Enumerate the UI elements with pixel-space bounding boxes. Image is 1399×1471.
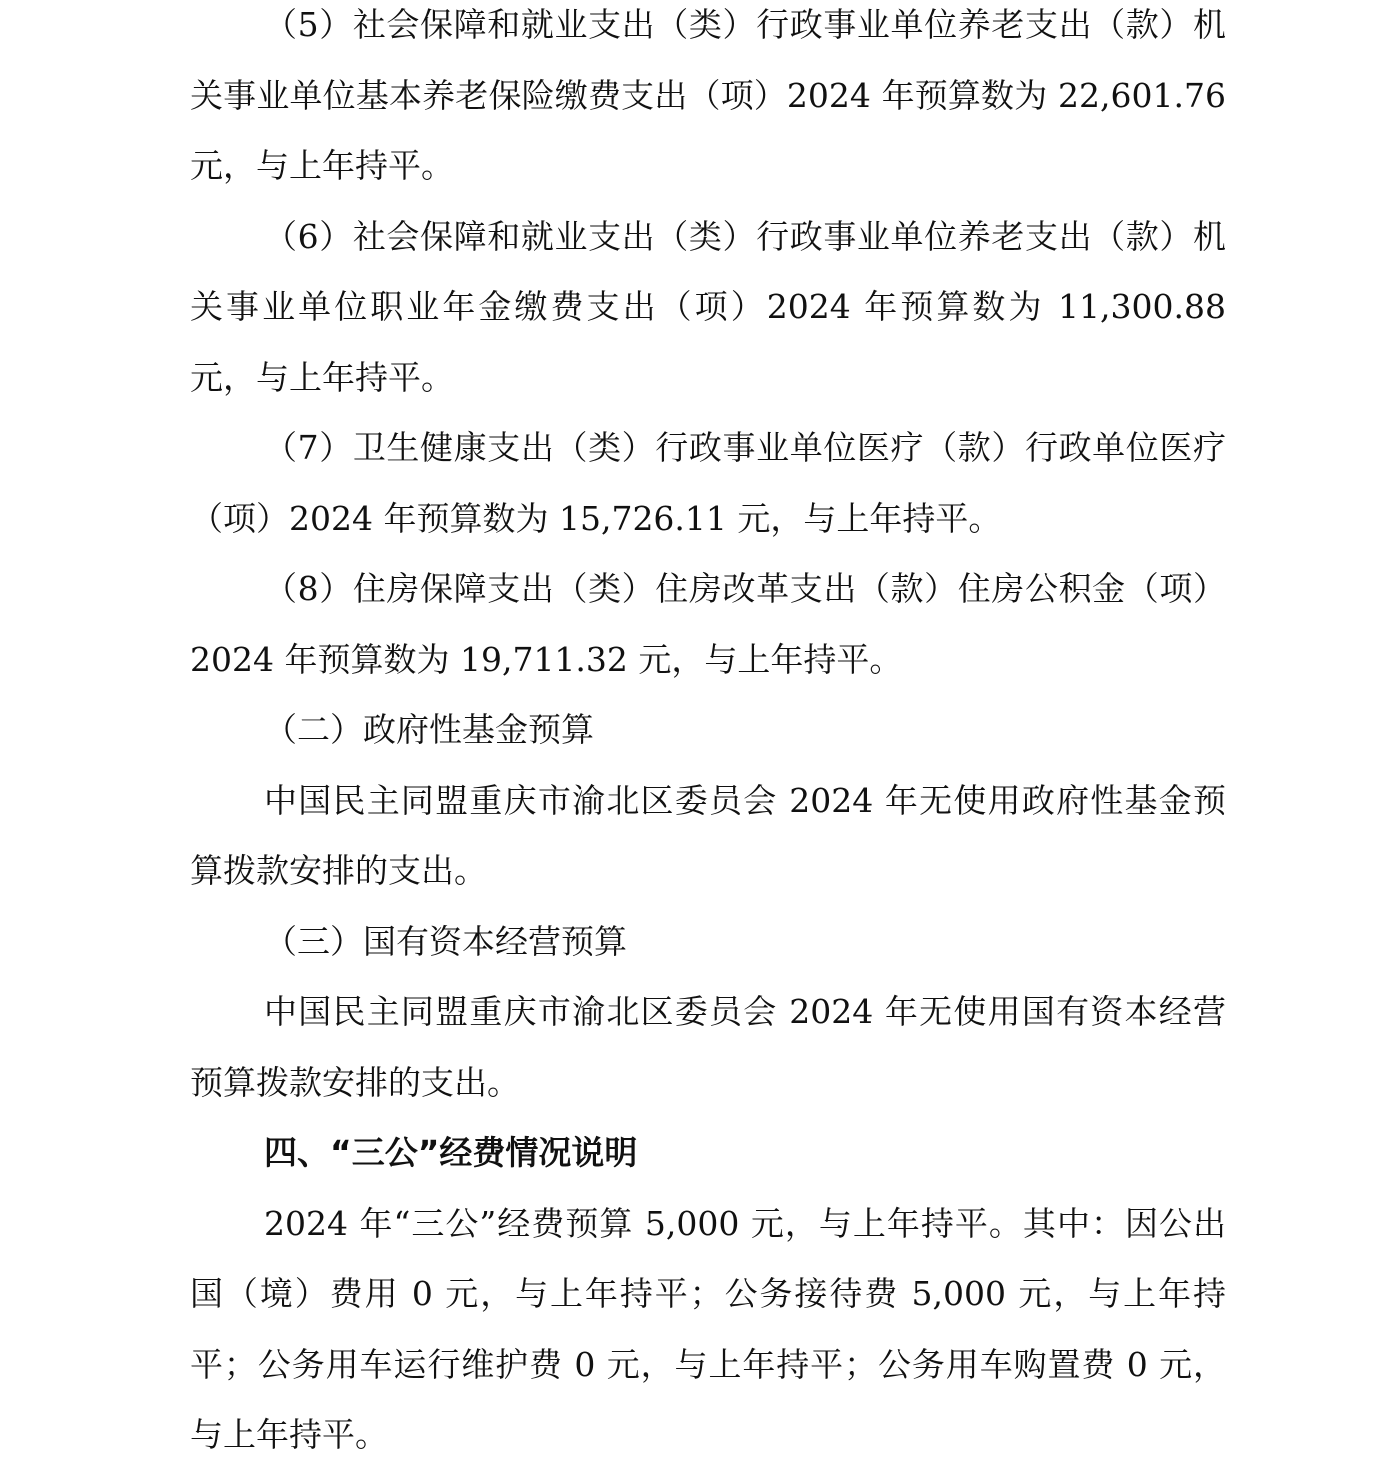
paragraph-health-medical: （7）卫生健康支出（类）行政事业单位医疗（款）行政单位医疗（项）2024 年预算数为 15,726.11 元，与上年持平。: [190, 428, 1226, 538]
subheading-government-fund-budget: （二）政府性基金预算: [264, 710, 594, 749]
paragraph-three-public-expenses: 2024 年“三公”经费预算 5,000 元，与上年持平。其中：因公出国（境）费用 0 元，与上年持平；公务接待费 5,000 元，与上年持平；公务用车运行维护费 0 元，与上年持平；公务用车购置费 0 元，与上年持平。: [190, 1203, 1226, 1454]
subheading-state-capital-budget: （三）国有资本经营预算: [264, 921, 627, 961]
section-heading-three-public-expenses: 四、“三公”经费情况说明: [264, 1133, 638, 1172]
document-page: [190, 0, 1226, 1471]
paragraph-occupational-annuity: （6）社会保障和就业支出（类）行政事业单位养老支出（款）机关事业单位职业年金缴费支出（项）2024 年预算数为 11,300.88 元，与上年持平。: [190, 216, 1226, 397]
paragraph-housing-fund: （8）住房保障支出（类）住房改革支出（款）住房公积金（项）2024 年预算数为 19,711.32 元，与上年持平。: [190, 569, 1226, 679]
paragraph-state-capital-budget: 中国民主同盟重庆市渝北区委员会 2024 年无使用国有资本经营预算拨款安排的支出。: [190, 992, 1226, 1102]
paragraph-government-fund-budget: 中国民主同盟重庆市渝北区委员会 2024 年无使用政府性基金预算拨款安排的支出。: [190, 780, 1226, 890]
paragraph-social-security-pension: （5）社会保障和就业支出（类）行政事业单位养老支出（款）机关事业单位基本养老保险缴费支出（项）2024 年预算数为 22,601.76 元，与上年持平。: [190, 5, 1226, 185]
